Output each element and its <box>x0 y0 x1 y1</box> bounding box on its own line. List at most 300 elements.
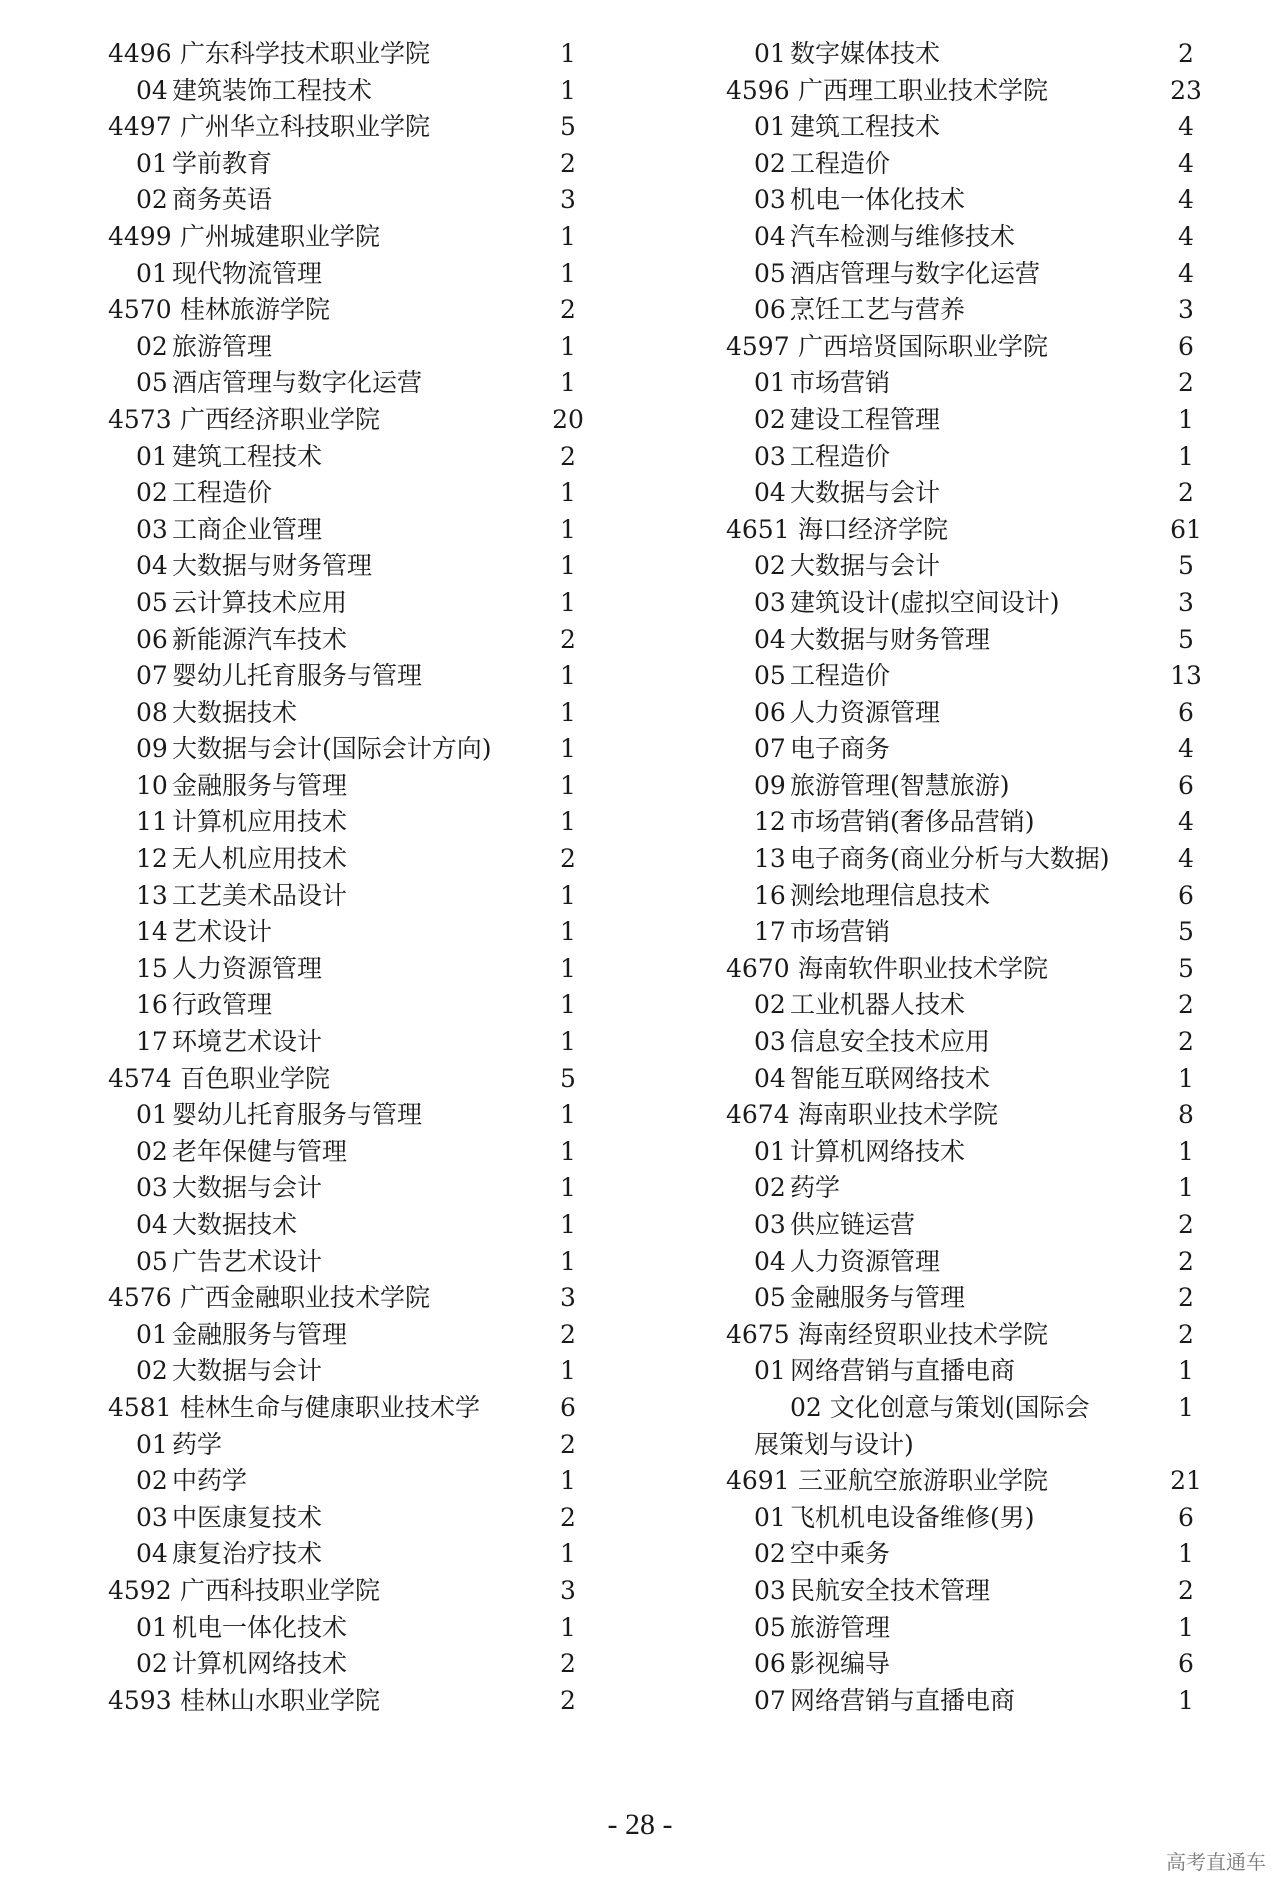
major-row <box>108 987 598 1024</box>
major-row <box>726 1207 1216 1244</box>
school-name: 广西理工职业技术学院 <box>798 75 1049 105</box>
major-row <box>726 987 1216 1024</box>
school-name: 海南软件职业技术学院 <box>798 953 1049 983</box>
page-number: - 28 - <box>607 1808 673 1841</box>
enrollment-count: 1 <box>1178 1539 1194 1569</box>
school-name: 海南经贸职业技术学院 <box>798 1319 1049 1349</box>
major-name: 空中乘务 <box>790 1539 891 1569</box>
enrollment-count: 6 <box>1178 697 1194 727</box>
major-code: 03 <box>754 1210 786 1239</box>
enrollment-count: 1 <box>560 1466 576 1496</box>
major-row <box>108 841 598 878</box>
enrollment-count: 3 <box>560 185 576 215</box>
major-row <box>726 1573 1216 1610</box>
enrollment-count: 1 <box>1178 1612 1194 1642</box>
enrollment-count: 4 <box>1178 148 1194 178</box>
major-code: 05 <box>136 1246 168 1276</box>
major-code: 06 <box>136 624 168 654</box>
major-code: 04 <box>754 478 786 508</box>
major-code: 17 <box>754 917 786 947</box>
enrollment-count: 5 <box>1178 624 1194 654</box>
school-code: 4670 <box>726 953 790 983</box>
major-name: 网络营销与直播电商 <box>790 1356 1016 1386</box>
major-name: 大数据与会计 <box>790 478 941 508</box>
school-code: 4596 <box>726 75 790 105</box>
major-code: 12 <box>136 844 168 874</box>
major-name: 电子商务(商业分析与大数据) <box>790 844 1110 874</box>
watermark: 高考直通车 <box>1166 1850 1266 1874</box>
major-name: 市场营销 <box>790 917 891 947</box>
left-column <box>108 36 598 1719</box>
enrollment-count: 13 <box>1170 661 1202 691</box>
major-row <box>108 146 598 183</box>
enrollment-count: 1 <box>560 1136 576 1166</box>
major-name: 人力资源管理 <box>172 953 323 983</box>
major-row <box>726 402 1216 439</box>
major-code: 03 <box>754 1575 786 1605</box>
major-row <box>726 1061 1216 1098</box>
school-row <box>726 1463 1216 1500</box>
major-row <box>108 73 598 110</box>
enrollment-count: 1 <box>560 551 576 581</box>
major-name: 大数据与会计(国际会计方向) <box>172 734 492 764</box>
major-row <box>108 1536 598 1573</box>
major-row <box>108 512 598 549</box>
enrollment-count: 1 <box>560 807 576 837</box>
enrollment-count: 1 <box>560 1612 576 1642</box>
school-name: 广西科技职业学院 <box>180 1575 381 1605</box>
enrollment-count: 6 <box>1178 770 1194 800</box>
major-row <box>726 1536 1216 1573</box>
major-name: 信息安全技术应用 <box>790 1027 991 1057</box>
major-row <box>108 804 598 841</box>
major-name: 工程造价 <box>172 478 273 508</box>
major-name: 大数据技术 <box>172 697 298 727</box>
school-row <box>726 1097 1216 1134</box>
major-name: 工艺美术品设计 <box>172 880 348 910</box>
major-row <box>108 658 598 695</box>
major-code: 02 <box>136 1649 168 1679</box>
major-row <box>108 1024 598 1061</box>
school-code: 4597 <box>726 331 790 361</box>
enrollment-count: 1 <box>1178 1356 1194 1386</box>
major-name: 环境艺术设计 <box>172 1027 323 1057</box>
major-code: 12 <box>754 807 786 837</box>
enrollment-count: 1 <box>560 917 576 947</box>
major-name: 机电一体化技术 <box>172 1612 348 1642</box>
major-row <box>108 951 598 988</box>
major-code: 02 <box>136 185 168 215</box>
major-row <box>108 329 598 366</box>
enrollment-count: 1 <box>560 1246 576 1276</box>
school-name: 桂林山水职业学院 <box>180 1685 381 1715</box>
major-code: 16 <box>754 880 786 910</box>
major-row <box>108 914 598 951</box>
enrollment-count: 5 <box>560 112 576 142</box>
major-code: 07 <box>754 1685 786 1715</box>
enrollment-count: 21 <box>1170 1466 1202 1496</box>
major-name: 人力资源管理 <box>790 697 941 727</box>
major-name: 工程造价 <box>790 441 891 471</box>
major-code: 01 <box>136 258 168 288</box>
major-row <box>726 1500 1216 1537</box>
major-name: 工程造价 <box>790 661 891 691</box>
school-row <box>726 512 1216 549</box>
major-name: 大数据技术 <box>172 1210 298 1239</box>
major-code: 09 <box>754 770 786 800</box>
major-row <box>108 878 598 915</box>
major-name: 新能源汽车技术 <box>172 624 348 654</box>
major-row <box>108 768 598 805</box>
major-code: 02 <box>790 1392 822 1422</box>
enrollment-count: 2 <box>560 441 576 471</box>
major-code: 05 <box>136 587 168 617</box>
enrollment-count: 1 <box>1178 404 1194 434</box>
major-row <box>108 1353 598 1390</box>
enrollment-count: 1 <box>560 880 576 910</box>
school-row <box>108 292 598 329</box>
school-name: 广西经济职业学院 <box>180 404 381 434</box>
enrollment-count: 23 <box>1170 75 1202 105</box>
school-row <box>108 1061 598 1098</box>
major-name: 智能互联网络技术 <box>790 1063 991 1093</box>
major-name: 商务英语 <box>172 185 273 215</box>
major-name: 酒店管理与数字化运营 <box>790 258 1041 288</box>
major-name: 人力资源管理 <box>790 1246 941 1276</box>
enrollment-count: 2 <box>560 1319 576 1349</box>
major-row <box>726 1646 1216 1683</box>
major-row <box>726 146 1216 183</box>
enrollment-count: 5 <box>1178 953 1194 983</box>
enrollment-count: 2 <box>1178 1319 1194 1349</box>
enrollment-count: 6 <box>1178 1502 1194 1532</box>
school-row <box>108 1280 598 1317</box>
major-name: 艺术设计 <box>172 917 273 947</box>
major-name: 市场营销(奢侈品营销) <box>790 807 1035 837</box>
major-name: 药学 <box>172 1429 223 1459</box>
major-code: 01 <box>136 1100 168 1130</box>
major-name: 建筑工程技术 <box>790 112 941 142</box>
school-code: 4651 <box>726 514 790 544</box>
major-name: 大数据与会计 <box>172 1173 323 1203</box>
major-name: 飞机机电设备维修(男) <box>790 1502 1035 1532</box>
enrollment-count: 6 <box>1178 1649 1194 1679</box>
enrollment-count: 1 <box>1178 1392 1194 1422</box>
major-name: 民航安全技术管理 <box>790 1575 991 1605</box>
major-name: 婴幼儿托育服务与管理 <box>172 1100 423 1130</box>
major-row <box>108 1463 598 1500</box>
enrollment-count: 4 <box>1178 112 1194 142</box>
major-name: 药学 <box>790 1173 841 1203</box>
major-code: 05 <box>136 368 168 398</box>
school-code: 4576 <box>108 1283 172 1313</box>
school-name: 海口经济学院 <box>798 514 949 544</box>
enrollment-count: 3 <box>1178 587 1194 617</box>
major-code: 04 <box>754 624 786 654</box>
enrollment-count: 8 <box>1178 1100 1194 1130</box>
major-name: 大数据与财务管理 <box>172 551 373 581</box>
enrollment-count: 1 <box>560 1210 576 1239</box>
major-row <box>726 731 1216 768</box>
major-name: 中医康复技术 <box>172 1502 323 1532</box>
enrollment-count: 3 <box>560 1283 576 1313</box>
major-name: 行政管理 <box>172 990 273 1020</box>
major-code: 01 <box>754 1136 786 1166</box>
major-row <box>726 365 1216 402</box>
major-row <box>108 256 598 293</box>
enrollment-count: 1 <box>1178 1136 1194 1166</box>
enrollment-count: 1 <box>560 1539 576 1569</box>
major-code: 03 <box>136 514 168 544</box>
major-code: 02 <box>754 1173 786 1203</box>
major-name: 云计算技术应用 <box>172 587 348 617</box>
enrollment-count: 3 <box>1178 295 1194 325</box>
school-row <box>108 1683 598 1720</box>
major-name: 旅游管理 <box>790 1612 891 1642</box>
major-code: 02 <box>754 990 786 1020</box>
school-row <box>108 402 598 439</box>
enrollment-count: 1 <box>560 368 576 398</box>
major-code: 01 <box>136 1612 168 1642</box>
major-name: 影视编导 <box>790 1649 891 1679</box>
major-row <box>726 1353 1216 1390</box>
school-name: 广东科学技术职业学院 <box>180 39 431 68</box>
school-code: 4674 <box>726 1100 790 1130</box>
school-name: 广州华立科技职业学院 <box>180 112 431 142</box>
major-row <box>108 585 598 622</box>
major-row <box>108 1170 598 1207</box>
major-code: 02 <box>754 404 786 434</box>
major-code: 01 <box>754 1502 786 1532</box>
enrollment-count: 2 <box>1178 1575 1194 1605</box>
enrollment-count: 2 <box>1178 1246 1194 1276</box>
major-code: 03 <box>754 587 786 617</box>
enrollment-count: 5 <box>1178 551 1194 581</box>
major-name: 金融服务与管理 <box>172 770 348 800</box>
major-code: 01 <box>754 368 786 398</box>
school-code: 4573 <box>108 404 172 434</box>
major-name: 酒店管理与数字化运营 <box>172 368 423 398</box>
major-code: 04 <box>136 1210 168 1239</box>
major-name: 工业机器人技术 <box>790 990 966 1020</box>
major-name: 金融服务与管理 <box>172 1319 348 1349</box>
major-name: 电子商务 <box>790 734 891 764</box>
enrollment-count: 2 <box>560 295 576 325</box>
major-code: 11 <box>136 807 168 837</box>
major-row <box>726 878 1216 915</box>
major-name: 市场营销 <box>790 368 891 398</box>
major-name: 计算机应用技术 <box>172 807 348 837</box>
school-name: 百色职业学院 <box>180 1063 331 1093</box>
major-row <box>726 256 1216 293</box>
enrollment-count: 2 <box>1178 368 1194 398</box>
enrollment-count: 1 <box>560 953 576 983</box>
major-row <box>108 1427 598 1464</box>
enrollment-count: 1 <box>560 697 576 727</box>
major-row <box>108 1134 598 1171</box>
major-code: 05 <box>754 1283 786 1313</box>
enrollment-count: 4 <box>1178 221 1194 251</box>
major-name: 烹饪工艺与营养 <box>790 295 966 325</box>
major-row <box>726 1170 1216 1207</box>
major-row <box>108 622 598 659</box>
major-code: 01 <box>754 39 786 68</box>
major-row <box>726 1390 1216 1463</box>
school-code: 4499 <box>108 221 172 251</box>
school-code: 4675 <box>726 1319 790 1349</box>
school-name: 三亚航空旅游职业学院 <box>798 1466 1049 1496</box>
major-code: 02 <box>754 148 786 178</box>
school-row <box>108 109 598 146</box>
school-code: 4496 <box>108 39 172 68</box>
enrollment-count: 4 <box>1178 734 1194 764</box>
major-code: 02 <box>136 1466 168 1496</box>
enrollment-count: 2 <box>1178 990 1194 1020</box>
major-name: 供应链运营 <box>790 1210 916 1239</box>
major-code: 03 <box>754 1027 786 1057</box>
major-row <box>726 658 1216 695</box>
major-row <box>108 1207 598 1244</box>
enrollment-count: 2 <box>560 1429 576 1459</box>
enrollment-count: 1 <box>560 1100 576 1130</box>
major-code: 02 <box>754 551 786 581</box>
major-name: 旅游管理(智慧旅游) <box>790 770 1010 800</box>
enrollment-count: 2 <box>1178 1210 1194 1239</box>
major-code: 15 <box>136 953 168 983</box>
enrollment-count: 2 <box>560 148 576 178</box>
school-code: 4691 <box>726 1466 790 1496</box>
major-name: 测绘地理信息技术 <box>790 880 991 910</box>
school-name: 桂林生命与健康职业技术学 <box>180 1392 481 1422</box>
major-name: 学前教育 <box>172 148 273 178</box>
enrollment-count: 2 <box>1178 39 1194 68</box>
enrollment-count: 4 <box>1178 258 1194 288</box>
enrollment-count: 2 <box>1178 1283 1194 1313</box>
major-code: 04 <box>136 551 168 581</box>
major-name: 建筑工程技术 <box>172 441 323 471</box>
major-code: 06 <box>754 295 786 325</box>
major-name: 金融服务与管理 <box>790 1283 966 1313</box>
school-code: 4592 <box>108 1575 172 1605</box>
enrollment-count: 3 <box>560 1575 576 1605</box>
enrollment-count: 1 <box>560 258 576 288</box>
major-code: 05 <box>754 258 786 288</box>
major-name: 老年保健与管理 <box>172 1136 348 1166</box>
major-code: 05 <box>754 1612 786 1642</box>
major-row <box>726 1244 1216 1281</box>
school-name: 海南职业技术学院 <box>798 1100 999 1130</box>
major-row <box>108 1244 598 1281</box>
major-code: 13 <box>136 880 168 910</box>
enrollment-count: 1 <box>1178 1063 1194 1093</box>
major-row <box>108 548 598 585</box>
major-code: 09 <box>136 734 168 764</box>
enrollment-count: 6 <box>1178 331 1194 361</box>
enrollment-count: 1 <box>560 331 576 361</box>
enrollment-count: 1 <box>560 770 576 800</box>
school-name: 桂林旅游学院 <box>180 295 331 325</box>
enrollment-count: 5 <box>1178 917 1194 947</box>
major-name: 数字媒体技术 <box>790 39 941 68</box>
major-name: 计算机网络技术 <box>790 1136 966 1166</box>
enrollment-count: 1 <box>560 1173 576 1203</box>
school-name: 广西培贤国际职业学院 <box>798 331 1049 361</box>
major-code-and-name <box>754 1390 1114 1463</box>
major-code: 10 <box>136 770 168 800</box>
major-code: 06 <box>754 697 786 727</box>
major-code: 17 <box>136 1027 168 1057</box>
enrollment-count: 61 <box>1170 514 1202 544</box>
major-code: 03 <box>754 185 786 215</box>
major-name: 计算机网络技术 <box>172 1649 348 1679</box>
major-code: 03 <box>136 1502 168 1532</box>
major-code: 07 <box>136 661 168 691</box>
major-row <box>726 841 1216 878</box>
school-name: 广西金融职业技术学院 <box>180 1283 431 1313</box>
enrollment-count: 6 <box>1178 880 1194 910</box>
major-row <box>726 1280 1216 1317</box>
major-code: 04 <box>754 1246 786 1276</box>
major-row <box>726 914 1216 951</box>
major-name: 网络营销与直播电商 <box>790 1685 1016 1715</box>
major-name: 机电一体化技术 <box>790 185 966 215</box>
major-row <box>726 475 1216 512</box>
major-row <box>108 1646 598 1683</box>
major-row <box>108 182 598 219</box>
major-row <box>108 695 598 732</box>
major-row <box>726 695 1216 732</box>
major-code: 02 <box>136 1356 168 1386</box>
major-name: 建设工程管理 <box>790 404 941 434</box>
school-row <box>726 951 1216 988</box>
major-code: 01 <box>754 112 786 142</box>
major-row <box>108 1097 598 1134</box>
major-code: 03 <box>136 1173 168 1203</box>
major-name: 工程造价 <box>790 148 891 178</box>
enrollment-count: 1 <box>1178 1173 1194 1203</box>
major-row <box>726 219 1216 256</box>
major-row <box>726 804 1216 841</box>
school-row <box>726 329 1216 366</box>
enrollment-count: 1 <box>560 587 576 617</box>
major-name: 无人机应用技术 <box>172 844 348 874</box>
major-code: 02 <box>136 478 168 508</box>
enrollment-count: 20 <box>552 404 584 434</box>
major-code: 04 <box>136 75 168 105</box>
major-code: 07 <box>754 734 786 764</box>
major-row <box>108 475 598 512</box>
major-name: 工商企业管理 <box>172 514 323 544</box>
enrollment-count: 2 <box>560 1649 576 1679</box>
major-name: 康复治疗技术 <box>172 1539 323 1569</box>
major-row <box>108 731 598 768</box>
major-row <box>108 1500 598 1537</box>
major-name: 汽车检测与维修技术 <box>790 221 1016 251</box>
major-code: 04 <box>136 1539 168 1569</box>
major-row <box>726 109 1216 146</box>
enrollment-count: 2 <box>1178 478 1194 508</box>
enrollment-count: 1 <box>560 990 576 1020</box>
school-name: 广州城建职业学院 <box>180 221 381 251</box>
enrollment-count: 2 <box>560 1685 576 1715</box>
major-row <box>726 1134 1216 1171</box>
major-name: 大数据与会计 <box>790 551 941 581</box>
enrollment-count: 1 <box>560 1356 576 1386</box>
enrollment-count: 1 <box>560 75 576 105</box>
school-code: 4497 <box>108 112 172 142</box>
enrollment-count: 2 <box>560 624 576 654</box>
major-row <box>726 439 1216 476</box>
